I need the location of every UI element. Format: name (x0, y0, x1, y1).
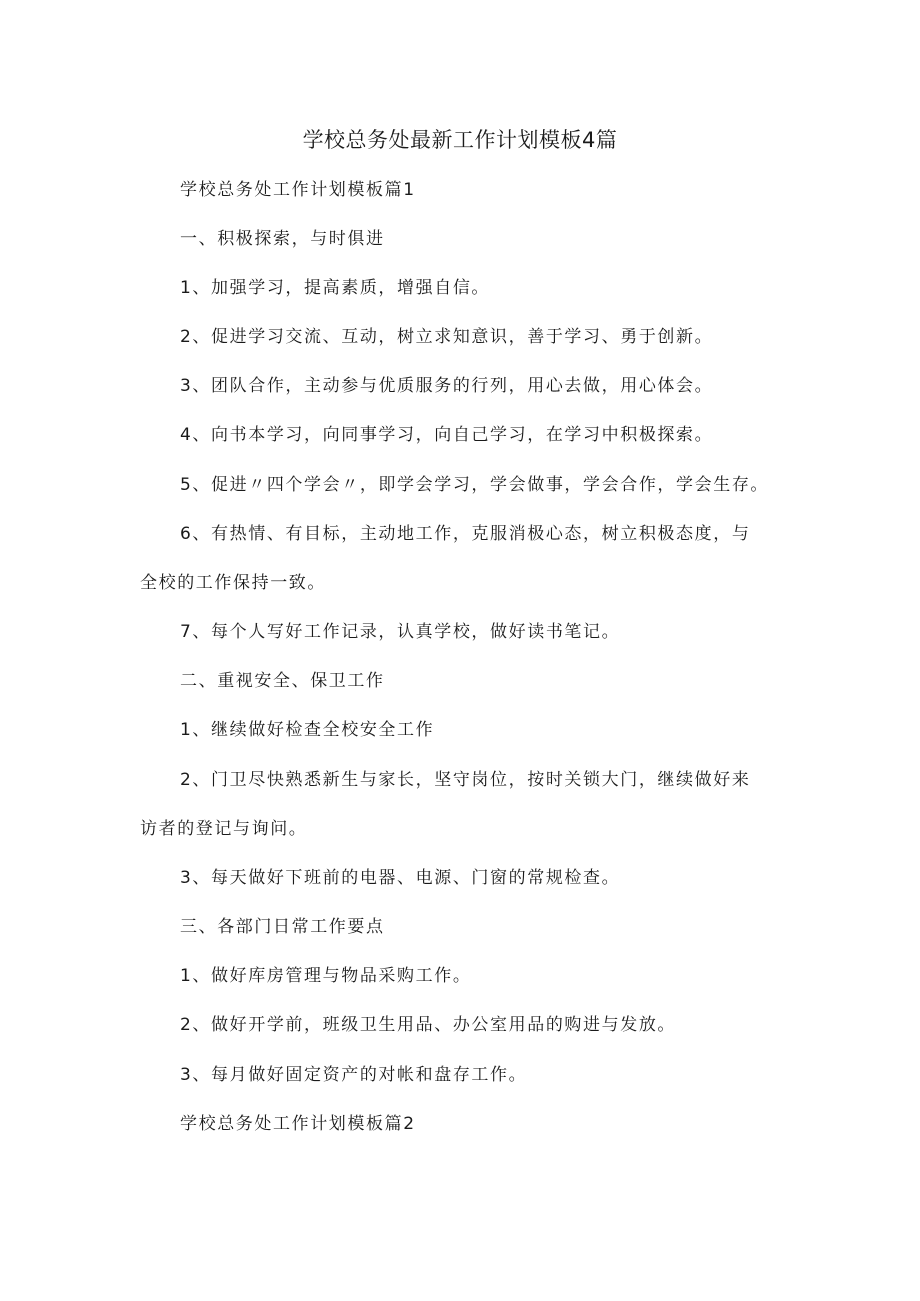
paragraph-1-4: 4、向书本学习，向同事学习，向自己学习，在学习中积极探索。 (180, 425, 714, 445)
paragraph-3-1: 1、做好库房管理与物品采购工作。 (180, 966, 472, 986)
heading-part-3: 三、各部门日常工作要点 (180, 917, 385, 937)
paragraph-2-2-continued: 访者的登记与询问。 (140, 819, 308, 839)
paragraph-2-1: 1、继续做好检查全校安全工作 (180, 720, 435, 740)
paragraph-2-2: 2、门卫尽快熟悉新生与家长，坚守岗位，按时关锁大门，继续做好来 (180, 770, 751, 790)
paragraph-2-3: 3、每天做好下班前的电器、电源、门窗的常规检查。 (180, 868, 621, 888)
heading-part-2: 二、重视安全、保卫工作 (180, 671, 385, 691)
paragraph-1-2: 2、促进学习交流、互动，树立求知意识，善于学习、勇于创新。 (180, 327, 714, 347)
document-title: 学校总务处最新工作计划模板4篇 (302, 128, 618, 152)
paragraph-3-3: 3、每月做好固定资产的对帐和盘存工作。 (180, 1065, 528, 1085)
section-heading-template-2: 学校总务处工作计划模板篇2 (180, 1114, 416, 1134)
paragraph-1-6: 6、有热情、有目标，主动地工作，克服消极心态，树立积极态度，与 (180, 524, 751, 544)
section-heading-template-1: 学校总务处工作计划模板篇1 (180, 180, 416, 200)
paragraph-1-7: 7、每个人写好工作记录，认真学校，做好读书笔记。 (180, 622, 621, 642)
paragraph-1-1: 1、加强学习，提高素质，增强自信。 (180, 278, 491, 298)
paragraph-1-3: 3、团队合作，主动参与优质服务的行列，用心去做，用心体会。 (180, 376, 714, 396)
paragraph-1-6-continued: 全校的工作保持一致。 (140, 573, 326, 593)
heading-part-1: 一、积极探索，与时俱进 (180, 229, 385, 249)
paragraph-3-2: 2、做好开学前，班级卫生用品、办公室用品的购进与发放。 (180, 1015, 677, 1035)
paragraph-1-5: 5、促进〃四个学会〃，即学会学习，学会做事，学会合作，学会生存。 (180, 475, 770, 495)
